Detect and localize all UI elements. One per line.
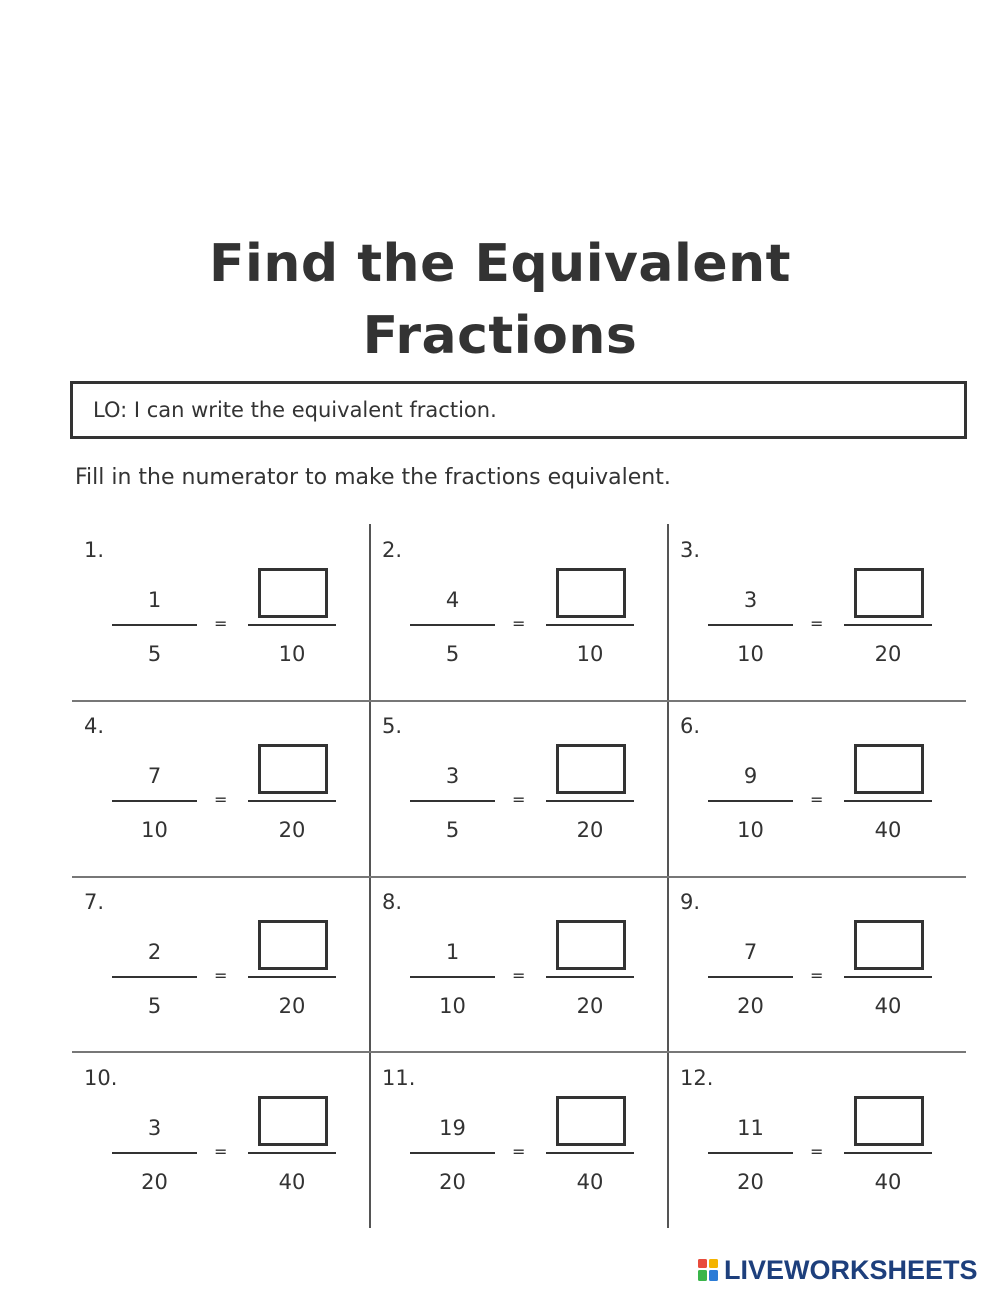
- answer-numerator-box[interactable]: [258, 568, 328, 618]
- answer-numerator-box[interactable]: [258, 920, 328, 970]
- answer-numerator-box[interactable]: [556, 568, 626, 618]
- problem-number: 3.: [680, 538, 701, 562]
- target-denominator: 20: [576, 994, 604, 1018]
- given-numerator: 4: [445, 588, 460, 612]
- fraction-bar: [844, 976, 932, 978]
- problem-cell: [370, 1052, 668, 1228]
- given-denominator: 20: [737, 994, 764, 1018]
- problem-number: 12.: [680, 1066, 714, 1090]
- fraction-bar: [546, 800, 634, 802]
- given-denominator: 20: [737, 1170, 764, 1194]
- answer-numerator-box[interactable]: [258, 744, 328, 794]
- given-denominator: 5: [445, 642, 460, 666]
- target-denominator: 40: [278, 1170, 306, 1194]
- liveworksheets-brand: [696, 1255, 978, 1285]
- equals-sign: =: [810, 966, 824, 985]
- target-denominator: 40: [874, 994, 902, 1018]
- given-numerator: 1: [445, 940, 460, 964]
- fraction-bar: [410, 800, 495, 802]
- page-title: [0, 228, 1000, 372]
- answer-numerator-box[interactable]: [556, 744, 626, 794]
- given-numerator: 1: [147, 588, 162, 612]
- given-denominator: 20: [141, 1170, 168, 1194]
- problem-cell: [668, 524, 966, 700]
- fraction-bar: [112, 624, 197, 626]
- target-denominator: 10: [278, 642, 306, 666]
- problem-number: 8.: [382, 890, 403, 914]
- equals-sign: =: [512, 966, 526, 985]
- fraction-bar: [546, 624, 634, 626]
- equals-sign: =: [214, 614, 228, 633]
- given-denominator: 10: [141, 818, 168, 842]
- given-numerator: 11: [737, 1116, 764, 1140]
- given-denominator: 5: [147, 642, 162, 666]
- fraction-bar: [708, 1152, 793, 1154]
- problem-cell: [72, 524, 370, 700]
- problem-cell: [72, 876, 370, 1052]
- given-numerator: 19: [439, 1116, 466, 1140]
- problem-number: 4.: [84, 714, 105, 738]
- brand-name: LIVEWORKSHEETS: [724, 1254, 978, 1285]
- problem-number: 11.: [382, 1066, 416, 1090]
- given-denominator: 20: [439, 1170, 466, 1194]
- fraction-bar: [844, 800, 932, 802]
- fraction-bar: [410, 1152, 495, 1154]
- fraction-bar: [546, 1152, 634, 1154]
- answer-numerator-box[interactable]: [854, 744, 924, 794]
- target-denominator: 10: [576, 642, 604, 666]
- fraction-bar: [708, 800, 793, 802]
- fraction-bar: [410, 624, 495, 626]
- problem-cell: [668, 1052, 966, 1228]
- target-denominator: 20: [278, 818, 306, 842]
- target-denominator: 40: [874, 818, 902, 842]
- equals-sign: =: [810, 1142, 824, 1161]
- equals-sign: =: [214, 1142, 228, 1161]
- equals-sign: =: [214, 790, 228, 809]
- learning-objective-text: LO: I can write the equivalent fraction.: [93, 398, 497, 422]
- equals-sign: =: [810, 614, 824, 633]
- target-denominator: 20: [576, 818, 604, 842]
- fraction-bar: [112, 800, 197, 802]
- given-denominator: 10: [737, 642, 764, 666]
- problem-cell: [370, 700, 668, 876]
- fraction-bar: [410, 976, 495, 978]
- target-denominator: 20: [278, 994, 306, 1018]
- fraction-bar: [708, 624, 793, 626]
- problem-number: 7.: [84, 890, 105, 914]
- title-line-1: Find the Equivalent: [209, 234, 791, 294]
- answer-numerator-box[interactable]: [556, 1096, 626, 1146]
- given-numerator: 7: [743, 940, 758, 964]
- problem-cell: [72, 1052, 370, 1228]
- fraction-bar: [844, 1152, 932, 1154]
- instruction-text: Fill in the numerator to make the fractions equivalent.: [75, 465, 671, 490]
- given-numerator: 3: [743, 588, 758, 612]
- fraction-bar: [844, 624, 932, 626]
- given-numerator: 2: [147, 940, 162, 964]
- equals-sign: =: [512, 790, 526, 809]
- answer-numerator-box[interactable]: [258, 1096, 328, 1146]
- given-numerator: 3: [147, 1116, 162, 1140]
- problem-number: 2.: [382, 538, 403, 562]
- equals-sign: =: [512, 1142, 526, 1161]
- given-numerator: 9: [743, 764, 758, 788]
- title-line-2: Fractions: [362, 306, 638, 366]
- equals-sign: =: [214, 966, 228, 985]
- given-numerator: 7: [147, 764, 162, 788]
- fraction-bar: [546, 976, 634, 978]
- given-denominator: 10: [439, 994, 466, 1018]
- equals-sign: =: [512, 614, 526, 633]
- fraction-bar: [248, 976, 336, 978]
- problem-cell: [72, 700, 370, 876]
- fraction-bar: [112, 976, 197, 978]
- problem-cell: [668, 700, 966, 876]
- fraction-bar: [248, 1152, 336, 1154]
- answer-numerator-box[interactable]: [854, 568, 924, 618]
- fraction-bar: [112, 1152, 197, 1154]
- given-numerator: 3: [445, 764, 460, 788]
- problem-cell: [370, 876, 668, 1052]
- target-denominator: 20: [874, 642, 902, 666]
- problem-cell: [668, 876, 966, 1052]
- given-denominator: 10: [737, 818, 764, 842]
- liveworksheets-logo-icon: [696, 1258, 720, 1282]
- equals-sign: =: [810, 790, 824, 809]
- answer-numerator-box[interactable]: [556, 920, 626, 970]
- problem-number: 5.: [382, 714, 403, 738]
- fraction-bar: [248, 624, 336, 626]
- problem-number: 1.: [84, 538, 105, 562]
- answer-numerator-box[interactable]: [854, 920, 924, 970]
- answer-numerator-box[interactable]: [854, 1096, 924, 1146]
- problem-number: 9.: [680, 890, 701, 914]
- fraction-bar: [708, 976, 793, 978]
- problem-cell: [370, 524, 668, 700]
- target-denominator: 40: [874, 1170, 902, 1194]
- given-denominator: 5: [147, 994, 162, 1018]
- target-denominator: 40: [576, 1170, 604, 1194]
- problem-number: 10.: [84, 1066, 118, 1090]
- fraction-bar: [248, 800, 336, 802]
- given-denominator: 5: [445, 818, 460, 842]
- problem-number: 6.: [680, 714, 701, 738]
- learning-objective-box: [70, 381, 967, 439]
- problem-grid: [72, 524, 966, 1228]
